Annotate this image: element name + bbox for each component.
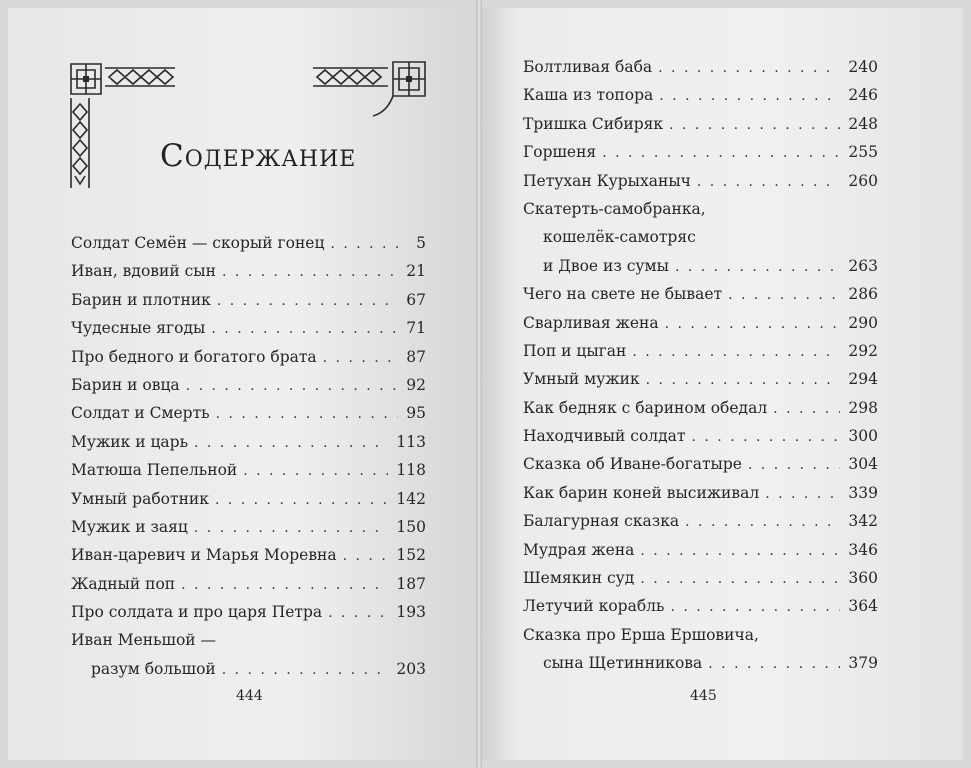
toc-entry[interactable] — [523, 479, 878, 507]
toc-entry-page: 193 — [396, 603, 426, 622]
toc-entry[interactable] — [523, 450, 878, 478]
dot-leader — [317, 344, 399, 372]
toc-entry-title: Тришка Сибиряк — [523, 114, 664, 133]
toc-entry[interactable] — [71, 541, 426, 569]
dot-leader — [702, 650, 840, 678]
toc-entry-title: Умный мужик — [523, 370, 640, 389]
toc-entry[interactable] — [523, 280, 878, 308]
toc-entry[interactable] — [71, 343, 426, 371]
toc-entry[interactable] — [523, 81, 878, 109]
toc-entry-page: 364 — [848, 597, 878, 616]
dot-leader — [767, 395, 840, 423]
dot-leader — [669, 253, 840, 281]
toc-entry[interactable] — [71, 399, 426, 427]
toc-entry-title: Чего на свете не бывает — [523, 285, 723, 304]
toc-entry-page: 248 — [848, 114, 878, 133]
toc-entry-title: Петухан Курыханыч — [523, 171, 691, 190]
book-gutter — [476, 0, 482, 768]
dot-leader — [237, 457, 388, 485]
toc-entry-title: Иван-царевич и Марья Моревна — [71, 546, 337, 565]
dot-leader — [596, 139, 840, 167]
toc-entry-line2[interactable] — [523, 223, 878, 251]
toc-entry-title: кошелёк-самотряс — [543, 228, 696, 247]
toc-entry[interactable] — [71, 229, 426, 257]
toc-entry-page: 92 — [406, 375, 426, 394]
toc-entry-page: 339 — [848, 483, 878, 502]
dot-leader — [664, 593, 840, 621]
toc-entry-title: Мужик и заяц — [71, 517, 188, 536]
ornament-frame-icon — [63, 52, 433, 197]
dot-leader — [324, 230, 408, 258]
toc-entry-line2[interactable] — [71, 655, 426, 683]
toc-entry-page: 286 — [848, 285, 878, 304]
toc-entry[interactable] — [71, 485, 426, 513]
toc-entry-page: 187 — [396, 574, 426, 593]
dot-leader — [742, 451, 840, 479]
toc-entry-title: Жадный поп — [71, 574, 176, 593]
dot-leader — [209, 486, 388, 514]
toc-entry-title: Мужик и царь — [71, 432, 189, 451]
toc-entry-title: Скатерть-самобранка, — [523, 199, 706, 218]
toc-entry-title: Болтливая баба — [523, 58, 653, 76]
toc-entry-page: 246 — [848, 86, 878, 105]
dot-leader — [188, 514, 389, 542]
toc-entry[interactable] — [523, 365, 878, 393]
toc-entry-title: Матюша Пепельной — [71, 461, 238, 480]
toc-entry-page: 290 — [848, 313, 878, 332]
dot-leader — [205, 315, 398, 343]
toc-entry-title: Мудрая жена — [523, 540, 635, 559]
page-number-left: 444 — [236, 688, 263, 704]
dot-leader — [211, 287, 398, 315]
toc-entry-page: 255 — [848, 143, 878, 162]
toc-entry[interactable] — [71, 428, 426, 456]
toc-left — [71, 229, 426, 683]
toc-entry[interactable] — [71, 570, 426, 598]
toc-entry-title: Как бедняк с барином обедал — [523, 398, 768, 417]
toc-entry-page: 342 — [848, 512, 878, 531]
dot-leader — [634, 565, 840, 593]
dot-leader — [210, 400, 399, 428]
dot-leader — [691, 168, 841, 196]
toc-entry-title: Иван, вдовий сын — [71, 262, 216, 281]
toc-entry-title: Сварливая жена — [523, 313, 659, 332]
dot-leader — [663, 111, 840, 139]
toc-entry-title: и Двое из сумы — [543, 256, 669, 275]
toc-entry-line2[interactable] — [523, 649, 878, 677]
toc-entry-page: 21 — [406, 262, 426, 281]
toc-entry-page: 379 — [848, 654, 878, 673]
toc-entry[interactable] — [71, 371, 426, 399]
toc-entry[interactable] — [71, 314, 426, 342]
toc-entry-title: Иван Меньшой — — [71, 631, 217, 650]
toc-entry-title: Сказка про Ерша Ершовича, — [523, 625, 759, 644]
toc-entry-title: сына Щетинникова — [543, 654, 703, 673]
toc-entry-page: 260 — [848, 171, 878, 190]
toc-entry-page: 294 — [848, 370, 878, 389]
dot-leader — [759, 480, 840, 508]
toc-entry[interactable] — [523, 592, 878, 620]
toc-entry[interactable] — [523, 507, 878, 535]
toc-entry-title: Барин и плотник — [71, 290, 211, 309]
toc-entry-page: 113 — [396, 432, 426, 451]
toc-entry-page: 360 — [848, 569, 878, 588]
toc-entry-title: Балагурная сказка — [523, 512, 680, 531]
toc-entry-line1[interactable] — [523, 621, 878, 649]
dot-leader — [180, 372, 399, 400]
toc-entry-title: Чудесные ягоды — [71, 319, 206, 338]
toc-entry-title: Барин и овца — [71, 375, 180, 394]
dot-leader — [686, 423, 841, 451]
toc-entry-title: Каша из топора — [523, 86, 654, 105]
toc-entry-page: 5 — [416, 234, 426, 252]
dot-leader — [216, 258, 398, 286]
toc-entry-title: Поп и цыган — [523, 341, 627, 360]
toc-entry-page: 300 — [848, 427, 878, 446]
toc-entry-page: 240 — [848, 58, 878, 76]
toc-entry-title: Шемякин суд — [523, 569, 635, 588]
toc-entry-title: Солдат и Смерть — [71, 404, 210, 423]
toc-entry-title: Сказка об Иване-богатыре — [523, 455, 742, 474]
toc-entry[interactable] — [71, 456, 426, 484]
toc-entry-page: 152 — [396, 546, 426, 565]
page-number-right: 445 — [690, 688, 717, 704]
dot-leader — [659, 310, 841, 338]
dot-leader — [640, 366, 841, 394]
toc-entry[interactable] — [523, 53, 878, 81]
toc-entry-title: Про солдата и про царя Петра — [71, 603, 323, 622]
dot-leader — [653, 82, 840, 110]
dot-leader — [634, 537, 840, 565]
toc-entry-page: 71 — [406, 319, 426, 338]
toc-entry-title: Находчивый солдат — [523, 427, 686, 446]
toc-entry-page: 67 — [406, 290, 426, 309]
toc-entry-title: разум большой — [91, 659, 216, 678]
toc-entry-page: 87 — [406, 347, 426, 366]
toc-right — [523, 53, 878, 678]
toc-entry-line1[interactable] — [523, 195, 878, 223]
toc-entry[interactable] — [523, 337, 878, 365]
dot-leader — [322, 599, 388, 627]
toc-entry-page: 298 — [848, 398, 878, 417]
toc-entry-line3[interactable] — [523, 252, 878, 280]
toc-entry-page: 263 — [848, 256, 878, 275]
toc-entry-page: 304 — [848, 455, 878, 474]
toc-entry-page: 292 — [848, 341, 878, 360]
dot-leader — [652, 54, 840, 82]
dot-leader — [175, 571, 388, 599]
page-title: Содержание — [160, 138, 357, 174]
toc-entry-title: Как барин коней высиживал — [523, 483, 760, 502]
toc-entry-title: Про бедного и богатого брата — [71, 347, 317, 366]
dot-leader — [722, 281, 840, 309]
toc-entry-title: Горшеня — [523, 143, 597, 162]
toc-entry[interactable] — [71, 598, 426, 626]
dot-leader — [626, 338, 840, 366]
toc-entry[interactable] — [71, 257, 426, 285]
dot-leader — [679, 508, 840, 536]
toc-entry[interactable] — [523, 536, 878, 564]
toc-entry[interactable] — [523, 564, 878, 592]
toc-entry-page: 95 — [406, 404, 426, 423]
toc-entry[interactable] — [523, 422, 878, 450]
dot-leader — [337, 542, 389, 570]
toc-entry[interactable] — [523, 138, 878, 166]
dot-leader — [216, 656, 389, 684]
toc-entry-page: 142 — [396, 489, 426, 508]
toc-entry-title: Солдат Семён — скорый гонец — [71, 234, 325, 252]
toc-entry-page: 150 — [396, 517, 426, 536]
dot-leader — [188, 429, 388, 457]
toc-entry-page: 346 — [848, 540, 878, 559]
toc-entry[interactable] — [523, 167, 878, 195]
toc-entry-page: 118 — [396, 461, 426, 480]
toc-entry-line1[interactable] — [71, 626, 426, 654]
toc-entry-title: Умный работник — [71, 489, 209, 508]
toc-entry[interactable] — [523, 394, 878, 422]
toc-entry[interactable] — [71, 286, 426, 314]
toc-entry-title: Летучий корабль — [523, 597, 665, 616]
toc-entry-page: 203 — [396, 659, 426, 678]
toc-entry[interactable] — [71, 513, 426, 541]
toc-entry[interactable] — [523, 110, 878, 138]
toc-entry[interactable] — [523, 309, 878, 337]
